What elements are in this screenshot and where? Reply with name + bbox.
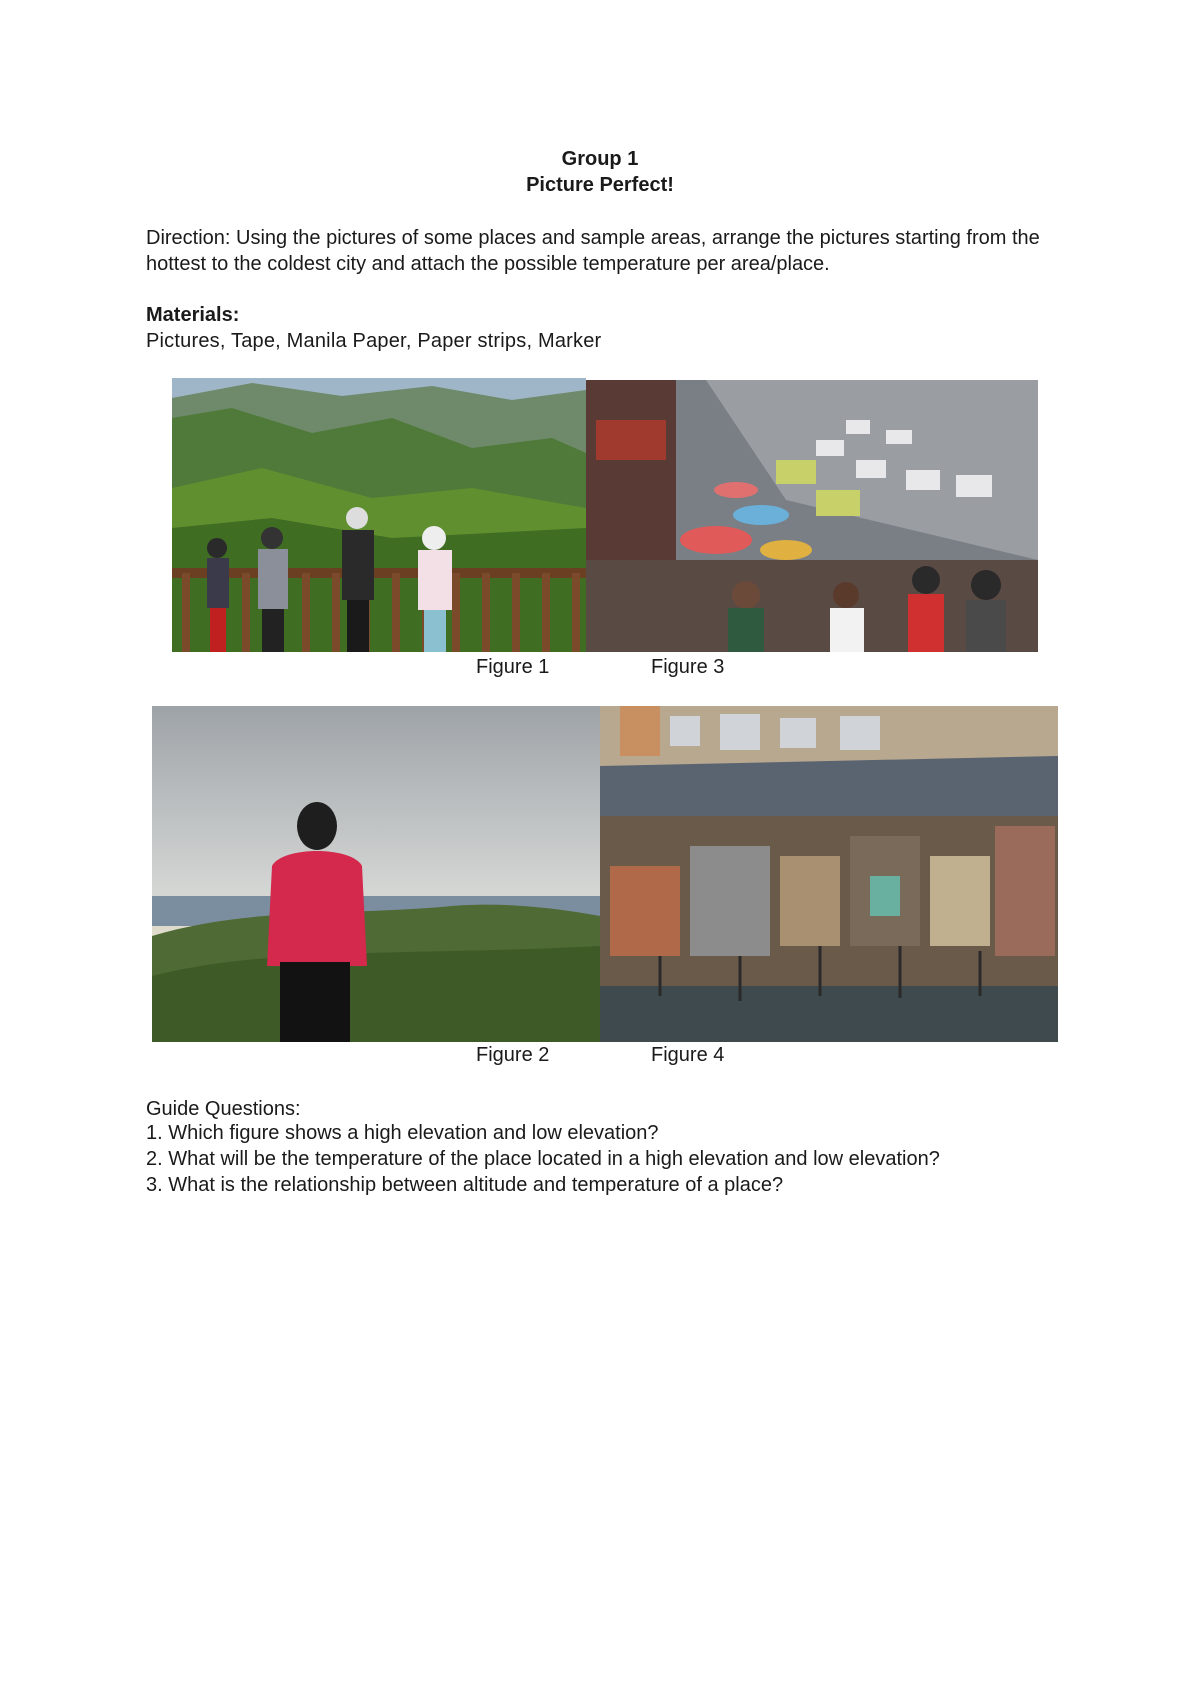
- figure-4-photo: [600, 706, 1058, 1042]
- figure-2-photo: [152, 706, 600, 1042]
- guide-question: 3. What is the relationship between altitude and temperature of a place?: [146, 1174, 784, 1196]
- figure-3-caption: Figure 3: [651, 656, 725, 678]
- direction-text: Direction: Using the pictures of some places and sample areas, arrange the pictures starting from the hottest to the coldest city and attach the possible temperature per area/place.: [146, 227, 1040, 275]
- materials-list: Pictures, Tape, Manila Paper, Paper strips, Marker: [146, 330, 602, 352]
- figure-1-caption: Figure 1: [476, 656, 550, 678]
- figure-3-photo: [586, 380, 1038, 652]
- figure-2-caption: Figure 2: [476, 1044, 550, 1066]
- group-heading: Group 1: [561, 148, 639, 170]
- figure-1-photo: [172, 378, 586, 652]
- guide-question: 1. Which figure shows a high elevation and low elevation?: [146, 1122, 659, 1144]
- figure-4-caption: Figure 4: [651, 1044, 725, 1066]
- guide-questions-heading: Guide Questions:: [146, 1098, 301, 1120]
- materials-heading: Materials:: [146, 304, 240, 326]
- activity-title: Picture Perfect!: [526, 174, 674, 196]
- guide-question: 2. What will be the temperature of the place located in a high elevation and low elevation?: [146, 1148, 940, 1170]
